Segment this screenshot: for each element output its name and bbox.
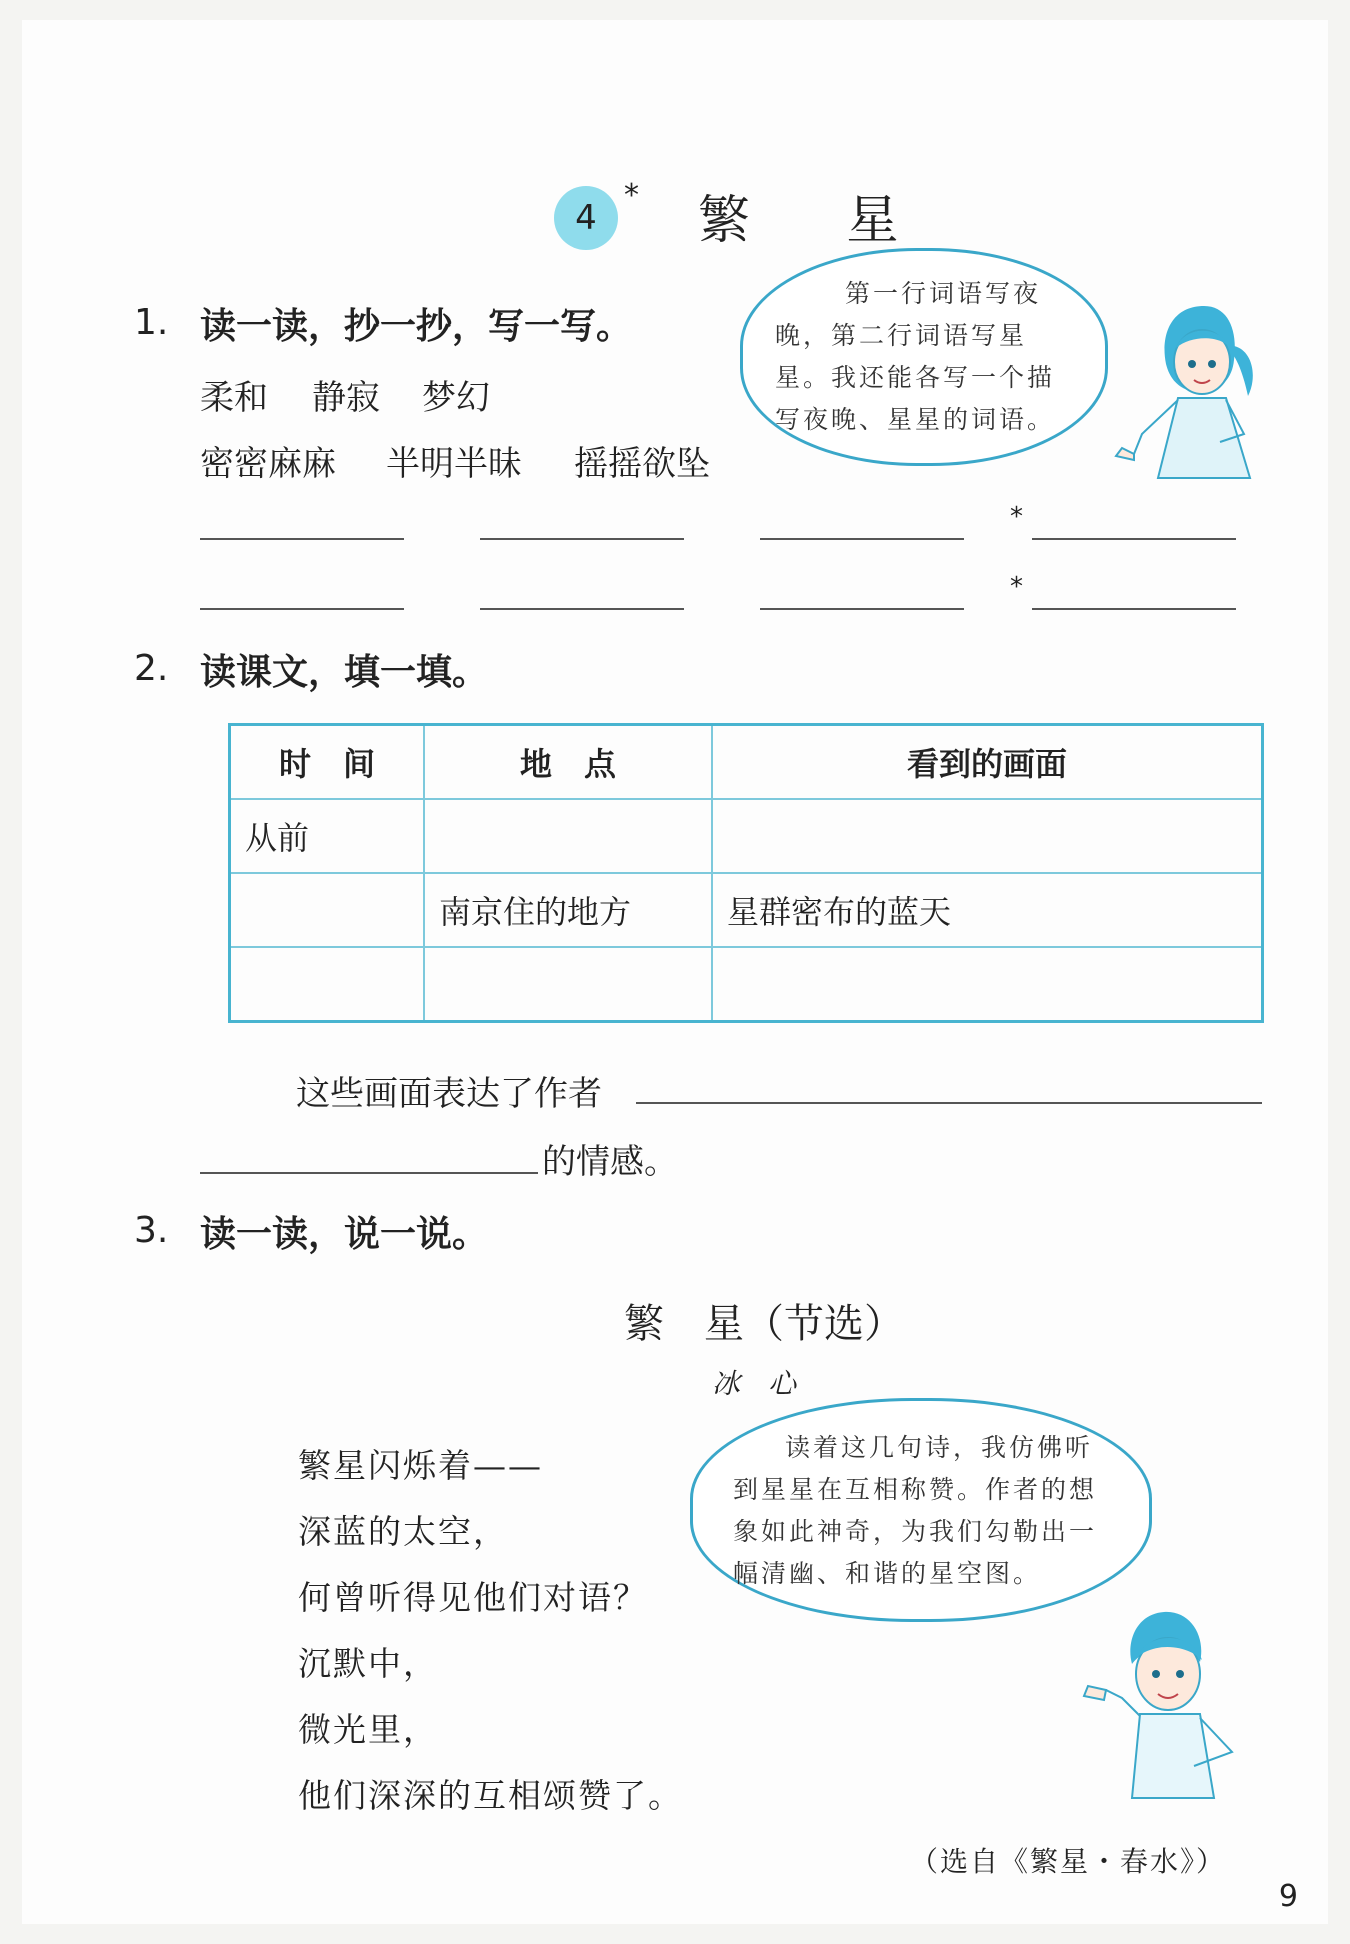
q2-sentence-start: 这些画面表达了作者 <box>296 1074 602 1114</box>
table-cell-blank[interactable] <box>712 947 1263 1022</box>
q1-blank[interactable] <box>760 608 964 610</box>
poem-line: 沉默中， <box>298 1644 438 1683</box>
q1-blank[interactable] <box>480 538 684 540</box>
table-row <box>230 947 1263 1022</box>
header-time: 时 间 <box>230 725 425 800</box>
bubble-line: 读着这几句诗，我仿佛听 <box>785 1433 1094 1462</box>
q1-word: 半明半昧 <box>386 444 522 484</box>
poem-title: 繁 星（节选） <box>624 1301 904 1347</box>
bubble-line: 到星星在互相称赞。作者的想 <box>733 1475 1098 1504</box>
hint-speech-bubble <box>740 248 1108 466</box>
q1-blank[interactable] <box>200 608 404 610</box>
poem-line: 深蓝的太空， <box>298 1512 508 1551</box>
q1-extra-blank[interactable] <box>1032 608 1236 610</box>
bubble-line: 第一行词语写夜 <box>845 279 1042 308</box>
q2-number: 2. <box>134 648 169 689</box>
q1-number: 1. <box>134 302 169 343</box>
q1-blank[interactable] <box>200 538 404 540</box>
extra-blank-star: * <box>1010 502 1023 532</box>
q1-extra-blank[interactable] <box>1032 538 1236 540</box>
q2-title: 读课文，填一填。 <box>200 652 489 693</box>
q1-word: 梦幻 <box>422 378 490 418</box>
q1-word: 柔和 <box>200 378 268 418</box>
table-cell-blank[interactable] <box>230 947 425 1022</box>
q1-blank[interactable] <box>760 538 964 540</box>
q2-sentence-end: 的情感。 <box>542 1142 678 1182</box>
q1-word: 密密麻麻 <box>200 444 336 484</box>
table-cell-blank[interactable] <box>424 947 712 1022</box>
table-header-row <box>230 725 1263 800</box>
table-cell: 从前 <box>230 799 425 873</box>
table-cell-blank[interactable] <box>712 799 1263 873</box>
bubble-line: 星。我还能各写一个描 <box>775 363 1056 392</box>
bubble-line: 写夜晚、星星的词语。 <box>775 405 1056 434</box>
lesson-number-badge: 4 <box>554 186 618 250</box>
q3-title: 读一读，说一说。 <box>200 1214 489 1255</box>
table-cell: 南京住的地方 <box>424 873 712 947</box>
poem-line: 他们深深的互相颂赞了。 <box>298 1776 683 1815</box>
lesson-star-mark: * <box>624 178 639 213</box>
q1-title: 读一读，抄一抄，写一写。 <box>200 306 633 347</box>
page-number: 9 <box>1278 1879 1298 1914</box>
workbook-page <box>22 20 1328 1924</box>
table-row <box>230 873 1263 947</box>
q1-word: 静寂 <box>312 378 380 418</box>
q2-emotion-blank-cont[interactable] <box>200 1172 538 1174</box>
header-place: 地 点 <box>424 725 712 800</box>
poem-line: 繁星闪烁着—— <box>298 1446 543 1485</box>
boy-illustration <box>1082 1602 1262 1808</box>
poem-line: 何曾听得见他们对语？ <box>298 1578 648 1617</box>
poem-line: 微光里， <box>298 1710 438 1749</box>
table-cell-blank[interactable] <box>230 873 425 947</box>
bubble-line: 象如此神奇，为我们勾勒出一 <box>733 1517 1098 1546</box>
poem-author: 冰 心 <box>712 1367 797 1400</box>
bubble-line: 晚，第二行词语写星 <box>775 321 1028 350</box>
q1-blank[interactable] <box>480 608 684 610</box>
header-scene: 看到的画面 <box>712 725 1263 800</box>
fill-in-table <box>228 723 1264 1023</box>
bubble-line: 幅清幽、和谐的星空图。 <box>733 1559 1042 1588</box>
extra-blank-star: * <box>1010 572 1023 602</box>
girl-illustration <box>1112 286 1282 482</box>
lesson-title: 繁 星 <box>698 191 939 251</box>
q3-number: 3. <box>134 1210 169 1251</box>
table-row <box>230 799 1263 873</box>
comment-speech-bubble <box>690 1398 1152 1622</box>
table-cell-blank[interactable] <box>424 799 712 873</box>
table-cell: 星群密布的蓝天 <box>712 873 1263 947</box>
poem-source: （选自《繁星・春水》） <box>910 1845 1227 1878</box>
q1-word: 摇摇欲坠 <box>574 444 710 484</box>
q2-emotion-blank[interactable] <box>636 1102 1262 1104</box>
